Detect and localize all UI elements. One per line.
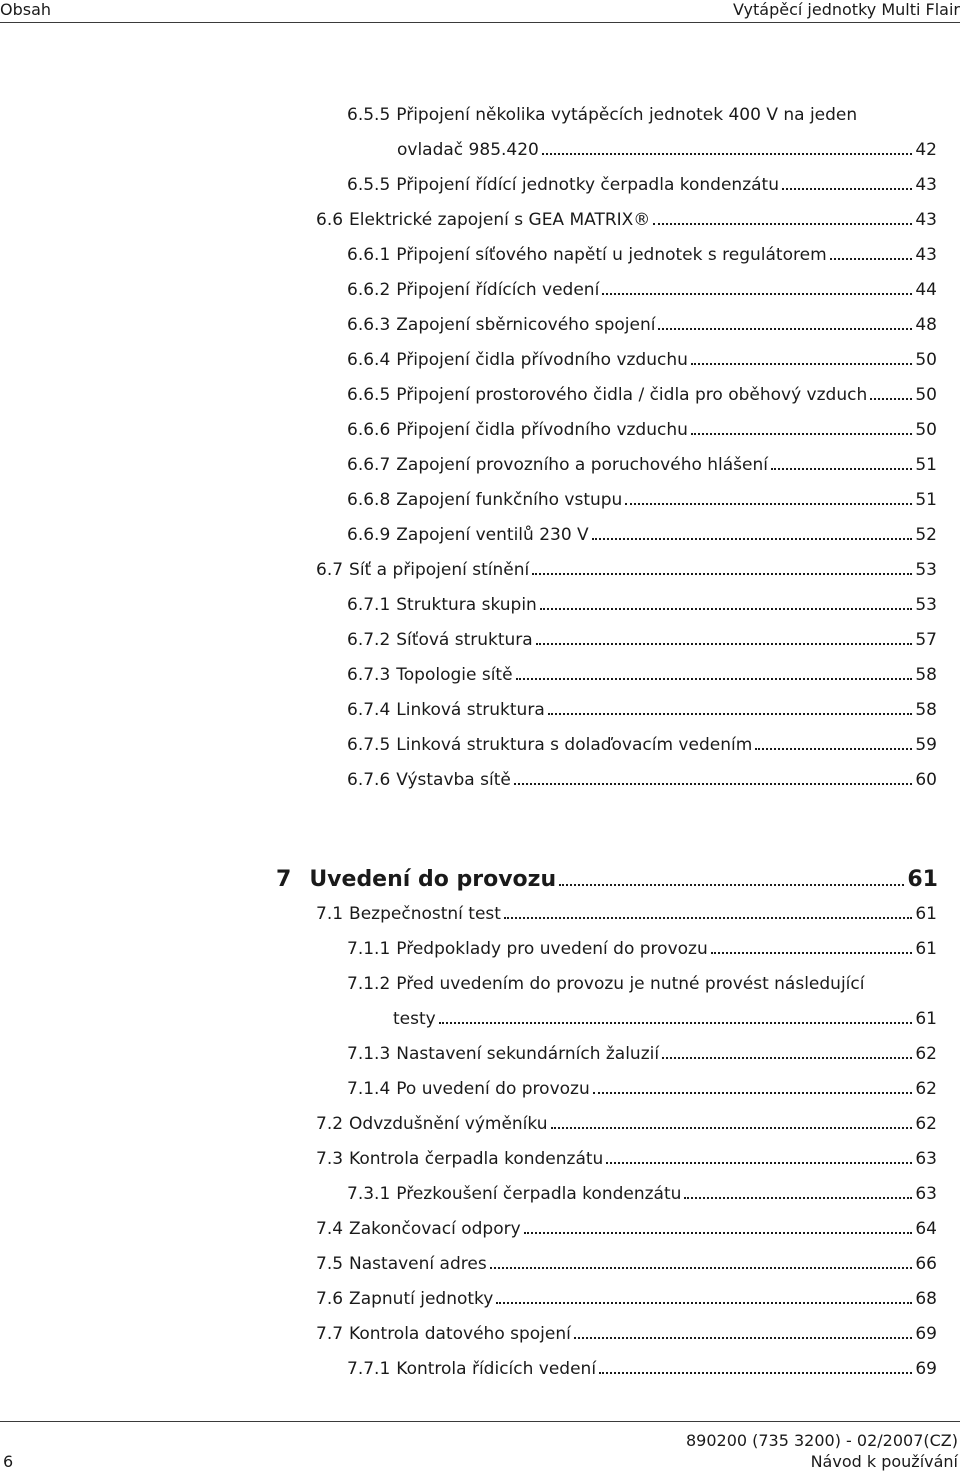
- toc-entry-7-7-1[interactable]: [347, 1353, 937, 1385]
- toc-entry-page: 53: [915, 595, 937, 615]
- toc-entry-6-6-1[interactable]: [347, 239, 937, 271]
- toc-entry-number: 7.1.2: [347, 974, 391, 994]
- toc-entry-7-7[interactable]: [316, 1318, 937, 1350]
- toc-entry-number: 7.7: [316, 1324, 344, 1344]
- toc-leader-dots: [658, 316, 912, 330]
- toc-leader-dots: [870, 386, 912, 400]
- toc-entry-6-5-5-condensate-pump[interactable]: [347, 169, 937, 201]
- toc-entry-page: 69: [915, 1324, 937, 1344]
- toc-entry-title: Linková struktura s dolaďovacím vedením: [396, 735, 753, 755]
- toc-entry-page: 60: [915, 770, 937, 790]
- toc-leader-dots: [532, 561, 912, 575]
- toc-leader-dots: [439, 1010, 913, 1024]
- toc-entry-title: Připojení řídící jednotky čerpadla kondenzátu: [396, 175, 779, 195]
- toc-leader-dots: [691, 421, 912, 435]
- toc-entry-number: 6.6.9: [347, 525, 391, 545]
- toc-entry-number: 6.7.3: [347, 665, 391, 685]
- toc-entry-title: Kontrola čerpadla kondenzátu: [349, 1149, 604, 1169]
- toc-leader-dots: [606, 1150, 912, 1164]
- toc-entry-number: 7.3.1: [347, 1184, 391, 1204]
- toc-entry-6-6-6[interactable]: [347, 414, 937, 446]
- toc-entry-7-6[interactable]: [316, 1283, 937, 1315]
- footer-page-number: 6: [3, 1452, 14, 1471]
- toc-entry-title: Struktura skupin: [396, 595, 537, 615]
- toc-entry-number: 6.6.1: [347, 245, 391, 265]
- toc-chapter-7[interactable]: [276, 862, 938, 898]
- toc-entry-number: 7.2: [316, 1114, 344, 1134]
- toc-entry-page: 64: [915, 1219, 937, 1239]
- toc-entry-6-6-7[interactable]: [347, 449, 937, 481]
- toc-leader-dots: [504, 905, 912, 919]
- toc-entry-title: Zapojení sběrnicového spojení: [396, 315, 656, 335]
- toc-entry-7-1-2-continuation[interactable]: [393, 1003, 937, 1035]
- toc-leader-dots: [542, 141, 912, 155]
- toc-entry-6-6-9[interactable]: [347, 519, 937, 551]
- toc-leader-dots: [514, 771, 913, 785]
- toc-leader-dots: [755, 736, 912, 750]
- toc-leader-dots: [602, 281, 912, 295]
- toc-entry-6-7[interactable]: [316, 554, 937, 586]
- toc-entry-title: Výstavba sítě: [396, 770, 511, 790]
- toc-entry-page: 61: [907, 867, 938, 892]
- toc-leader-dots: [771, 456, 912, 470]
- header-document-title: Vytápěcí jednotky Multi Flair: [733, 0, 960, 19]
- toc-entry-page: 53: [915, 560, 937, 580]
- toc-leader-dots: [684, 1185, 912, 1199]
- toc-leader-dots: [662, 1045, 912, 1059]
- toc-entry-number: 6.7.6: [347, 770, 391, 790]
- toc-entry-page: 50: [915, 385, 937, 405]
- toc-entry-title: Připojení síťového napětí u jednotek s regulátorem: [396, 245, 827, 265]
- toc-entry-7-1[interactable]: [316, 898, 937, 930]
- toc-leader-dots: [574, 1325, 913, 1339]
- toc-entry-6-7-5[interactable]: [347, 729, 937, 761]
- toc-entry-title-continued: ovladač 985.420: [397, 140, 539, 160]
- toc-entry-number: 6.7: [316, 560, 344, 580]
- toc-entry-number: 6.6.3: [347, 315, 391, 335]
- toc-entry-title: Linková struktura: [396, 700, 545, 720]
- toc-entry-title: Zapojení provozního a poruchového hlášení: [396, 455, 768, 475]
- page-header: [0, 0, 960, 23]
- toc-entry-title: Elektrické zapojení s GEA MATRIX®: [349, 210, 651, 230]
- toc-entry-7-5[interactable]: [316, 1248, 937, 1280]
- toc-entry-number: 6.7.4: [347, 700, 391, 720]
- toc-entry-page: 66: [915, 1254, 937, 1274]
- toc-entry-page: 61: [915, 1009, 937, 1029]
- toc-leader-dots: [711, 940, 913, 954]
- toc-entry-title: Bezpečnostní test: [349, 904, 501, 924]
- toc-entry-number: 7.1.3: [347, 1044, 391, 1064]
- toc-entry-number: 7.5: [316, 1254, 344, 1274]
- toc-entry-title-continued: testy: [393, 1009, 436, 1029]
- toc-entry-title: Nastavení adres: [349, 1254, 487, 1274]
- toc-entry-title: Připojení řídících vedení: [396, 280, 600, 300]
- toc-leader-dots: [691, 351, 912, 365]
- toc-entry-page: 69: [915, 1359, 937, 1379]
- toc-entry-page: 62: [915, 1114, 937, 1134]
- toc-entry-7-3[interactable]: [316, 1143, 937, 1175]
- toc-entry-page: 61: [915, 904, 937, 924]
- toc-entry-number: 6.6: [316, 210, 344, 230]
- toc-entry-title: Před uvedením do provozu je nutné provést následující: [396, 974, 865, 994]
- toc-entry-6-7-3[interactable]: [347, 659, 937, 691]
- toc-entry-title: Připojení prostorového čidla / čidla pro oběhový vzduch: [396, 385, 868, 405]
- toc-entry-number: 6.7.1: [347, 595, 391, 615]
- toc-entry-7-1-3[interactable]: [347, 1038, 937, 1070]
- toc-entry-title: Připojení čidla přívodního vzduchu: [396, 420, 688, 440]
- toc-entry-number: 7.1.1: [347, 939, 391, 959]
- toc-entry-7-2[interactable]: [316, 1108, 937, 1140]
- footer-divider: [0, 1421, 960, 1422]
- toc-entry-6-7-6[interactable]: [347, 764, 937, 796]
- toc-entry-page: 63: [915, 1149, 937, 1169]
- toc-entry-6-7-2[interactable]: [347, 624, 937, 656]
- toc-leader-dots: [625, 491, 912, 505]
- toc-entry-page: 43: [915, 175, 937, 195]
- toc-entry-title: Kontrola datového spojení: [349, 1324, 571, 1344]
- toc-entry-page: 51: [915, 490, 937, 510]
- toc-entry-number: 6.6.7: [347, 455, 391, 475]
- toc-entry-title: Síť a připojení stínění: [349, 560, 530, 580]
- toc-entry-page: 43: [915, 245, 937, 265]
- toc-entry-title: Po uvedení do provozu: [396, 1079, 590, 1099]
- toc-entry-6-6[interactable]: [316, 204, 937, 236]
- footer-document-code: 890200 (735 3200) - 02/2007(CZ): [685, 1431, 958, 1450]
- toc-entry-6-6-3[interactable]: [347, 309, 937, 341]
- toc-entry-page: 42: [915, 140, 937, 160]
- toc-entry-title: Zapnutí jednotky: [349, 1289, 494, 1309]
- toc-entry-6-7-4[interactable]: [347, 694, 937, 726]
- toc-entry-page: 58: [915, 665, 937, 685]
- toc-entry-7-1-2[interactable]: [347, 968, 937, 1000]
- toc-entry-title: Topologie sítě: [396, 665, 513, 685]
- toc-entry-number: 6.7.2: [347, 630, 391, 650]
- toc-entry-page: 50: [915, 420, 937, 440]
- toc-entry-number: 6.6.4: [347, 350, 391, 370]
- toc-leader-dots: [551, 1115, 913, 1129]
- toc-entry-6-6-8[interactable]: [347, 484, 937, 516]
- toc-leader-dots: [599, 1360, 912, 1374]
- toc-entry-page: 63: [915, 1184, 937, 1204]
- toc-entry-title: Přezkoušení čerpadla kondenzátu: [396, 1184, 682, 1204]
- toc-leader-dots: [490, 1255, 913, 1269]
- toc-entry-6-6-5[interactable]: [347, 379, 937, 411]
- toc-leader-dots: [592, 526, 913, 540]
- toc-entry-title: Připojení čidla přívodního vzduchu: [396, 350, 688, 370]
- toc-leader-dots: [516, 666, 913, 680]
- footer-document-type: Návod k používání: [810, 1452, 958, 1471]
- toc-entry-number: 7.6: [316, 1289, 344, 1309]
- toc-leader-dots: [540, 596, 913, 610]
- toc-entry-page: 44: [915, 280, 937, 300]
- toc-entry-7-3-1[interactable]: [347, 1178, 937, 1210]
- toc-entry-6-6-2[interactable]: [347, 274, 937, 306]
- toc-entry-page: 62: [915, 1079, 937, 1099]
- toc-entry-page: 61: [915, 939, 937, 959]
- toc-entry-6-5-5-multiple-units[interactable]: [347, 99, 937, 131]
- toc-entry-number: 7.1: [316, 904, 344, 924]
- toc-entry-6-6-4[interactable]: [347, 344, 937, 376]
- toc-entry-number: 6.7.5: [347, 735, 391, 755]
- toc-leader-dots: [496, 1290, 912, 1304]
- toc-entry-6-5-5-continuation[interactable]: [397, 134, 937, 166]
- toc-leader-dots: [830, 246, 913, 260]
- toc-entry-page: 57: [915, 630, 937, 650]
- toc-entry-title: Zapojení ventilů 230 V: [396, 525, 589, 545]
- toc-entry-number: 6.6.5: [347, 385, 391, 405]
- toc-entry-number: 7.1.4: [347, 1079, 391, 1099]
- toc-entry-title: Síťová struktura: [396, 630, 533, 650]
- toc-leader-dots: [548, 701, 913, 715]
- toc-entry-title: Uvedení do provozu: [309, 867, 557, 892]
- toc-entry-number: 7.4: [316, 1219, 344, 1239]
- toc-leader-dots: [536, 631, 913, 645]
- toc-entry-title: Zapojení funkčního vstupu: [396, 490, 623, 510]
- toc-entry-page: 50: [915, 350, 937, 370]
- toc-entry-page: 51: [915, 455, 937, 475]
- toc-entry-7-1-1[interactable]: [347, 933, 937, 965]
- toc-entry-page: 48: [915, 315, 937, 335]
- toc-leader-dots: [524, 1220, 913, 1234]
- toc-entry-page: 68: [915, 1289, 937, 1309]
- toc-entry-number: 6.6.6: [347, 420, 391, 440]
- toc-entry-number: 7: [276, 867, 292, 892]
- toc-leader-dots: [593, 1080, 913, 1094]
- toc-entry-page: 62: [915, 1044, 937, 1064]
- toc-leader-dots: [559, 872, 904, 886]
- toc-entry-number: 7.7.1: [347, 1359, 391, 1379]
- toc-leader-dots: [653, 211, 912, 225]
- header-section-title: Obsah: [0, 0, 52, 19]
- toc-entry-number: 6.5.5: [347, 105, 391, 125]
- toc-entry-title: Kontrola řídicích vedení: [396, 1359, 597, 1379]
- toc-entry-page: 52: [915, 525, 937, 545]
- toc-entry-number: 6.5.5: [347, 175, 391, 195]
- toc-entry-page: 59: [915, 735, 937, 755]
- toc-entry-title: Nastavení sekundárních žaluzií: [396, 1044, 660, 1064]
- toc-entry-title: Zakončovací odpory: [349, 1219, 521, 1239]
- toc-entry-title: Předpoklady pro uvedení do provozu: [396, 939, 708, 959]
- toc-entry-number: 6.6.8: [347, 490, 391, 510]
- toc-entry-6-7-1[interactable]: [347, 589, 937, 621]
- toc-entry-page: 58: [915, 700, 937, 720]
- toc-entry-number: 7.3: [316, 1149, 344, 1169]
- toc-entry-7-4[interactable]: [316, 1213, 937, 1245]
- toc-entry-title: Připojení několika vytápěcích jednotek 400 V na jeden: [396, 105, 858, 125]
- toc-entry-number: 6.6.2: [347, 280, 391, 300]
- toc-entry-7-1-4[interactable]: [347, 1073, 937, 1105]
- toc-entry-page: 43: [915, 210, 937, 230]
- toc-entry-title: Odvzdušnění výměníku: [349, 1114, 548, 1134]
- toc-leader-dots: [782, 176, 912, 190]
